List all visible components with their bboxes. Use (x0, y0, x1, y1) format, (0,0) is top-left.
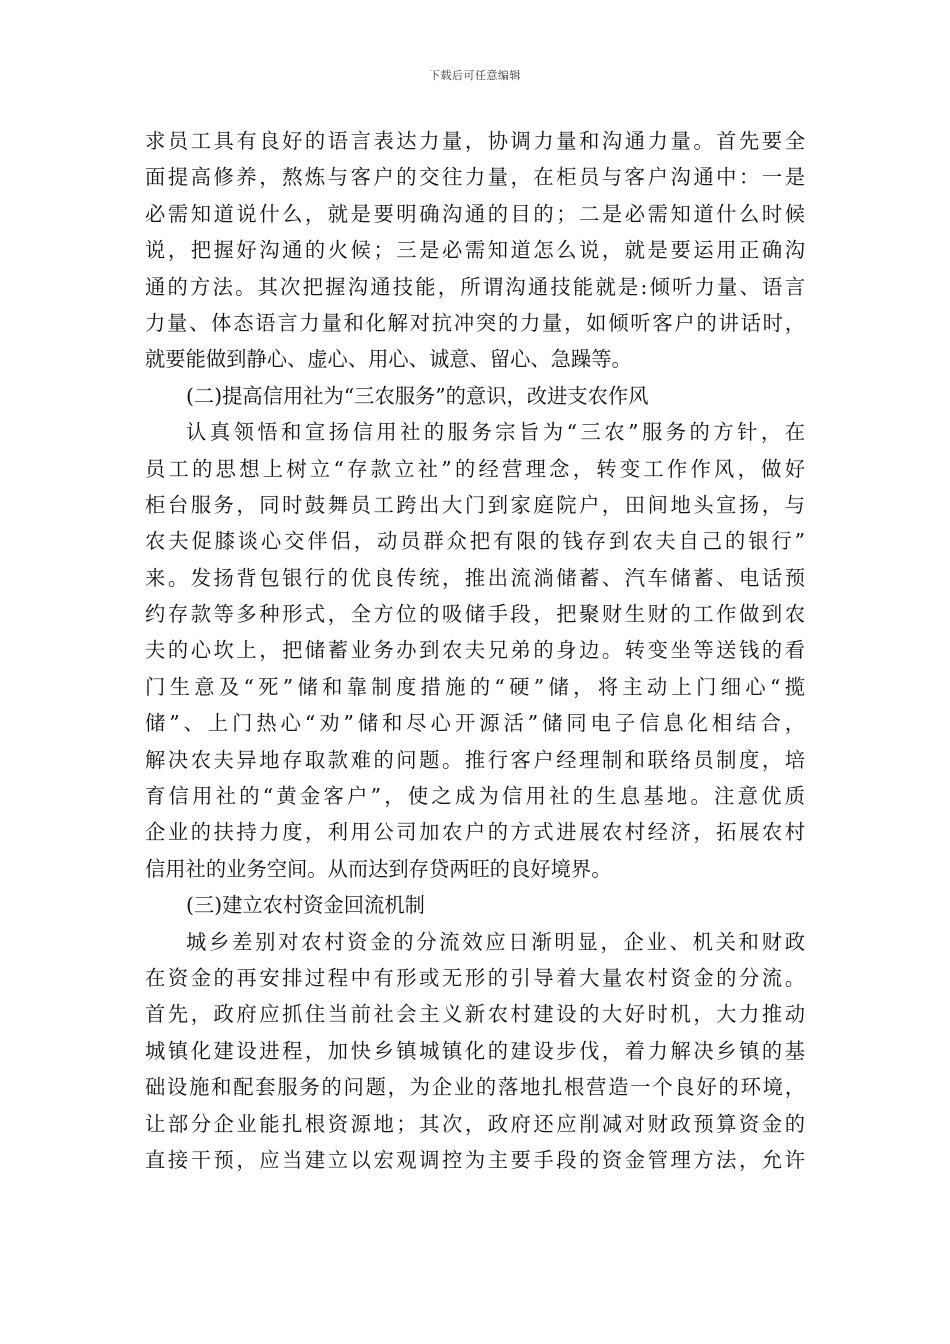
text-line: 在资金的再安排过程中有形或无形的引导着大量农村资金的分流。 (145, 965, 805, 990)
text-line: 力量、体态语言力量和化解对抗冲突的力量，如倾听客户的讲话时， (145, 310, 805, 335)
text-line: 础设施和配套服务的问题，为企业的落地扎根营造一个良好的环境， (145, 1075, 805, 1100)
text-line: 必需知道说什么，就是要明确沟通的目的；二是必需知道什么时候 (145, 201, 805, 226)
page-header: 下载后可任意编辑 (429, 69, 521, 82)
text-line: 城乡差别对农村资金的分流效应日渐明显，企业、机关和财政 (186, 929, 805, 954)
text-line: 就要能做到静心、虚心、用心、诚意、留心、急躁等。 (145, 347, 632, 372)
text-line: 通的方法。其次把握沟通技能，所谓沟通技能就是:倾听力量、语言 (145, 274, 805, 299)
text-line: 解决农夫异地存取款难的问题。推行客户经理制和联络员制度，培 (145, 747, 805, 772)
text-line: 来。发扬背包银行的优良传统，推出流淌储蓄、汽车储蓄、电话预 (145, 565, 805, 590)
section-heading: (二)提高信用社为“三农服务”的意识，改进支农作风 (186, 383, 649, 408)
document-body (145, 123, 805, 1178)
text-line: 柜台服务，同时鼓舞员工跨出大门到家庭院户，田间地头宣扬，与 (145, 492, 805, 517)
text-line: 育信用社的“黄金客户”，使之成为信用社的生息基地。注意优质 (145, 784, 805, 809)
text-line: 夫的心坎上，把储蓄业务办到农夫兄弟的身边。转变坐等送钱的看 (145, 638, 805, 663)
text-line: 说，把握好沟通的火候；三是必需知道怎么说，就是要运用正确沟 (145, 238, 805, 263)
text-line: 认真领悟和宣扬信用社的服务宗旨为“三农”服务的方针，在 (186, 420, 805, 445)
text-line: 直接干预，应当建立以宏观调控为主要手段的资金管理方法，允许 (145, 1147, 805, 1172)
text-line: 企业的扶持力度，利用公司加农户的方式进展农村经济，拓展农村 (145, 820, 805, 845)
text-line: 信用社的业务空间。从而达到存贷两旺的良好境界。 (145, 856, 612, 881)
text-line: 城镇化建设进程，加快乡镇城镇化的建设步伐，着力解决乡镇的基 (145, 1038, 805, 1063)
text-line: 首先，政府应抓住当前社会主义新农村建设的大好时机，大力推动 (145, 1002, 805, 1027)
text-line: 员工的思想上树立“存款立社”的经营理念，转变工作作风，做好 (145, 456, 805, 481)
text-line: 约存款等多种形式，全方位的吸储手段，把聚财生财的工作做到农 (145, 602, 805, 627)
text-line: 门生意及“死”储和靠制度措施的“硬”储，将主动上门细心“揽 (145, 674, 805, 699)
text-line: 求员工具有良好的语言表达力量，协调力量和沟通力量。首先要全 (145, 129, 805, 153)
text-line: 农夫促膝谈心交伴侣，动员群众把有限的钱存到农夫自己的银行” (145, 529, 805, 554)
text-line: 面提高修养，熬炼与客户的交往力量，在柜员与客户沟通中：一是 (145, 165, 805, 190)
section-heading: (三)建立农村资金回流机制 (186, 893, 425, 918)
text-line: 让部分企业能扎根资源地；其次，政府还应削减对财政预算资金的 (145, 1111, 805, 1136)
text-line: 储”、上门热心“劝”储和尽心开源活”储同电子信息化相结合， (145, 711, 805, 736)
